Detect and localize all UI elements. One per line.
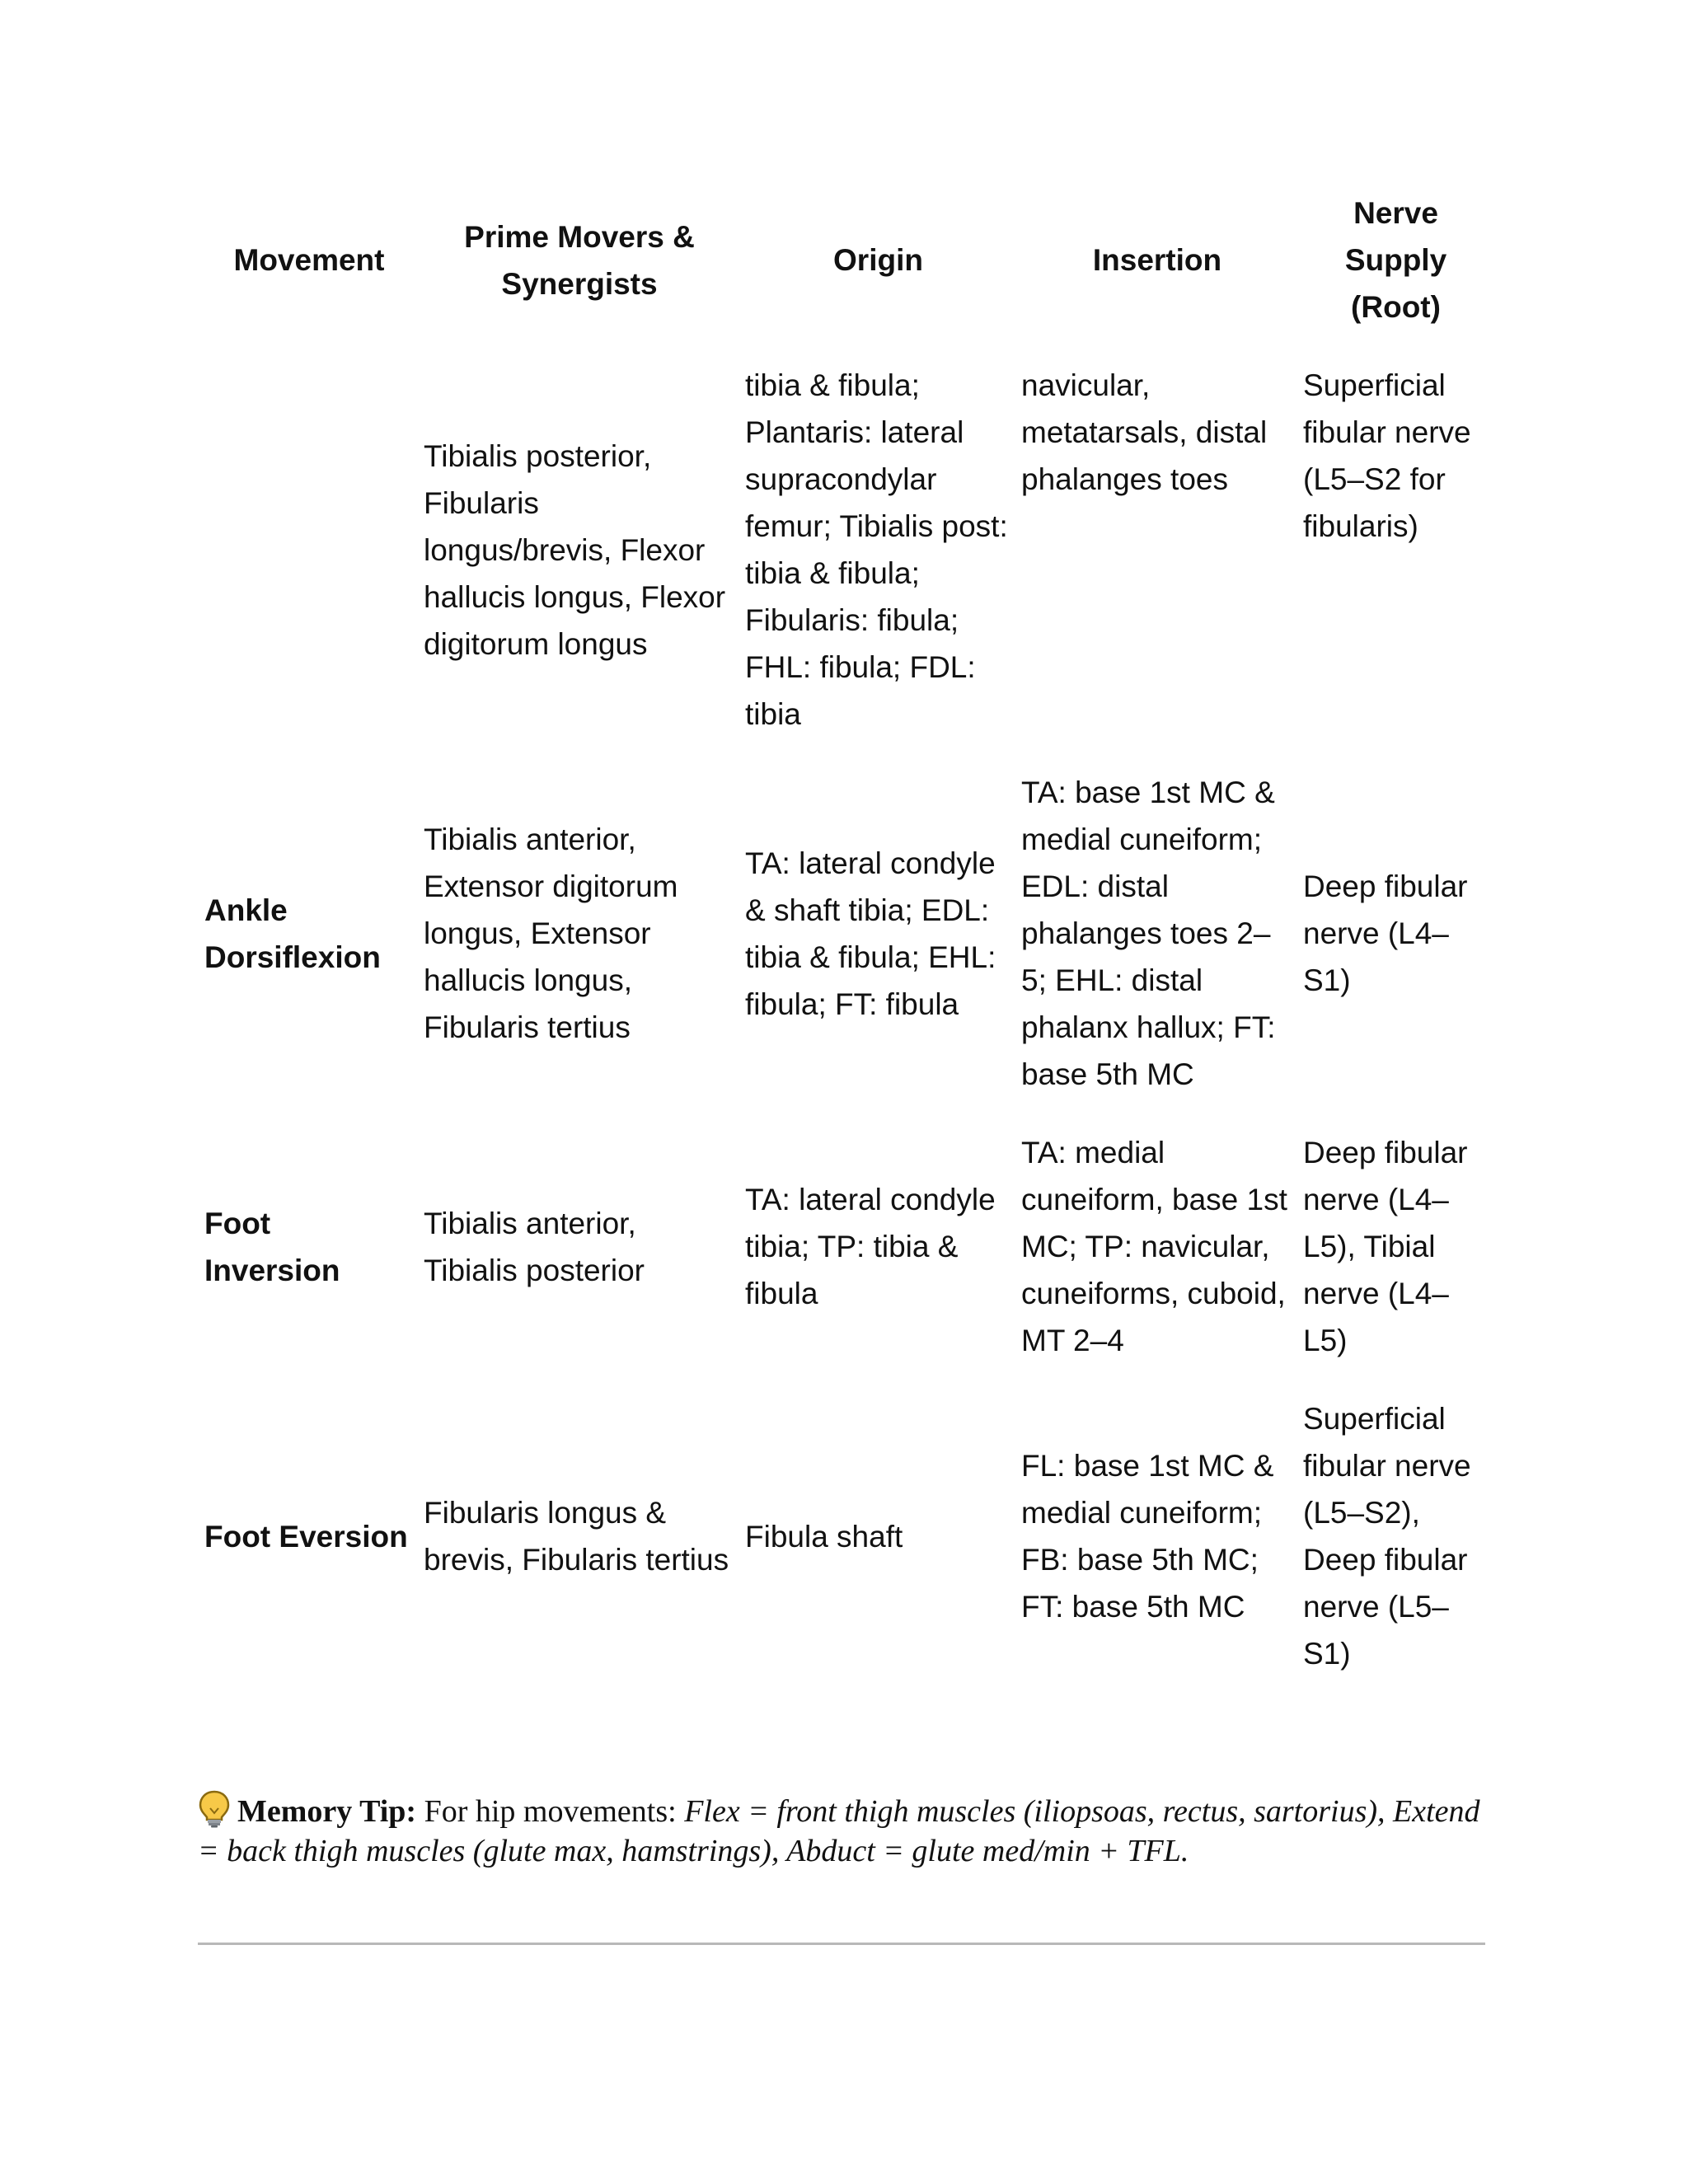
header-movement: Movement: [233, 243, 385, 277]
horizontal-divider: [198, 1943, 1485, 1945]
table-row: [198, 1395, 1492, 1708]
header-insertion: Insertion: [1092, 243, 1222, 277]
table-header-row: [198, 190, 1492, 362]
nerve-cell: Deep fibular nerve (L4–S1): [1303, 869, 1468, 997]
memory-tip-lead: For hip movements:: [416, 1794, 685, 1829]
origin-cell: TA: lateral condyle & shaft tibia; EDL: tibia & fibula; EHL: fibula; FT: fibula: [745, 846, 996, 1021]
nerve-cell: Superficial fibular nerve (L5–S2 for fibularis): [1303, 368, 1471, 543]
table-row: [198, 362, 1492, 769]
memory-tip: [198, 1790, 1484, 1871]
insertion-cell: FL: base 1st MC & medial cuneiform; FB: base 5th MC; FT: base 5th MC: [1021, 1449, 1274, 1624]
lightbulb-icon: [198, 1790, 231, 1828]
insertion-cell: navicular, metatarsals, distal phalanges toes: [1021, 368, 1268, 496]
nerve-cell: Superficial fibular nerve (L5–S2), Deep fibular nerve (L5–S1): [1303, 1402, 1471, 1671]
insertion-cell: TA: base 1st MC & medial cuneiform; EDL: distal phalanges toes 2–5; EHL: distal phalanx hallux; FT: base 5th MC: [1021, 776, 1276, 1091]
memory-tip-label: Memory Tip:: [237, 1794, 417, 1829]
prime-movers-cell: Fibularis longus & brevis, Fibularis tertius: [424, 1496, 729, 1577]
muscle-movement-table: [198, 190, 1492, 1708]
insertion-cell: TA: medial cuneiform, base 1st MC; TP: navicular, cuneiforms, cuboid, MT 2–4: [1021, 1136, 1287, 1357]
origin-cell: tibia & fibula; Plantaris: lateral supracondylar femur; Tibialis post: tibia & fibula; Fibularis: fibula; FHL: fibula; FDL: tibia: [745, 368, 1008, 731]
memory-tip-text: Flex = front thigh muscles (iliopsoas, rectus, sartorius), Extend = back thigh muscles (glute max, hamstrings), Abduct = glute med/min + TFL.: [198, 1794, 1480, 1868]
nerve-cell: Deep fibular nerve (L4–L5), Tibial nerve (L4–L5): [1303, 1136, 1468, 1357]
prime-movers-cell: Tibialis anterior, Tibialis posterior: [424, 1206, 645, 1287]
movement-cell: [198, 362, 417, 769]
table-row: [198, 1129, 1492, 1395]
header-origin: Origin: [833, 243, 923, 277]
prime-movers-cell: Tibialis posterior, Fibularis longus/brevis, Flexor hallucis longus, Flexor digitorum longus: [424, 438, 726, 661]
header-nerve-supply: Nerve Supply (Root): [1344, 196, 1447, 324]
table-row: [198, 769, 1492, 1129]
origin-cell: Fibula shaft: [745, 1519, 903, 1554]
prime-movers-cell: Tibialis anterior, Extensor digitorum longus, Extensor hallucis longus, Fibularis tertius: [424, 823, 678, 1044]
origin-cell: TA: lateral condyle tibia; TP: tibia & fibula: [745, 1183, 996, 1310]
movement-cell: Ankle Dorsiflexion: [204, 893, 381, 974]
movement-cell: Foot Inversion: [204, 1206, 340, 1287]
movement-cell: Foot Eversion: [204, 1519, 408, 1554]
header-prime-movers: Prime Movers & Synergists: [464, 219, 695, 301]
